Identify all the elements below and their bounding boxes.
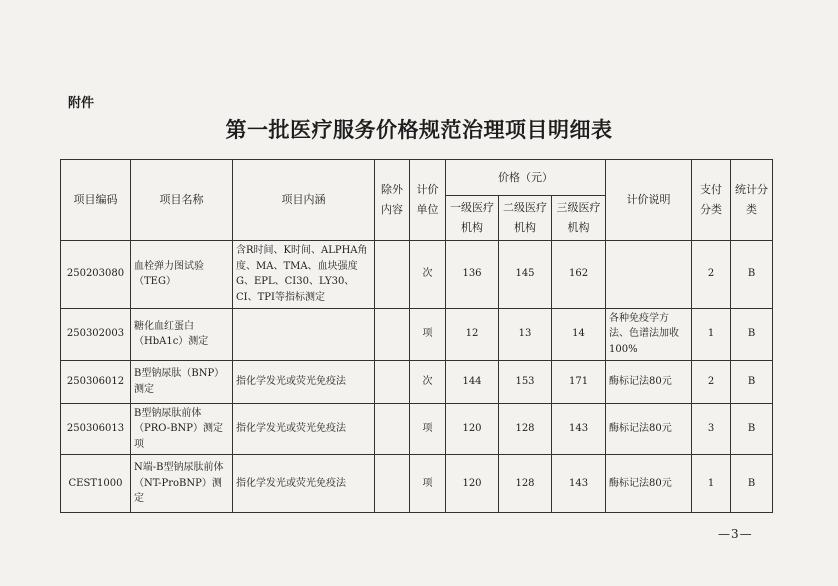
header-name: 项目名称 xyxy=(131,160,233,241)
header-notes: 计价说明 xyxy=(606,160,692,241)
table-row xyxy=(61,455,773,513)
cell-payment: 1 xyxy=(692,455,731,513)
table-row xyxy=(61,240,773,308)
cell-payment: 2 xyxy=(692,360,731,403)
table-row xyxy=(61,308,773,360)
cell-content: 指化学发光或荧光免疫法 xyxy=(233,455,375,513)
cell-code: 250306013 xyxy=(61,403,131,455)
page-number: —3— xyxy=(718,527,753,541)
header-price: 价格（元） xyxy=(446,160,606,196)
cell-unit: 次 xyxy=(410,360,446,403)
cell-price-level1: 136 xyxy=(446,240,499,308)
cell-payment: 2 xyxy=(692,240,731,308)
cell-unit: 次 xyxy=(410,240,446,308)
cell-price-level1: 144 xyxy=(446,360,499,403)
cell-stats: B xyxy=(731,455,773,513)
cell-name: B型钠尿肽前体（PRO-BNP）测定项 xyxy=(131,403,233,455)
cell-price-level2: 153 xyxy=(499,360,552,403)
attachment-label: 附件 xyxy=(68,96,95,111)
cell-name: B型钠尿肽（BNP）测定 xyxy=(131,360,233,403)
header-code: 项目编码 xyxy=(61,160,131,241)
cell-price-level3: 143 xyxy=(552,403,606,455)
cell-price-level3: 162 xyxy=(552,240,606,308)
header-excluded: 除外内容 xyxy=(375,160,410,241)
cell-excluded xyxy=(375,360,410,403)
cell-price-level2: 128 xyxy=(499,455,552,513)
cell-price-level2: 145 xyxy=(499,240,552,308)
cell-price-level3: 14 xyxy=(552,308,606,360)
header-stats: 统计分类 xyxy=(731,160,773,241)
cell-stats: B xyxy=(731,240,773,308)
cell-stats: B xyxy=(731,403,773,455)
cell-notes xyxy=(606,240,692,308)
cell-content: 含R时间、K时间、ALPHA角度、MA、TMA、血块强度G、EPL、CI30、LY30、CI、TPI等指标测定 xyxy=(233,240,375,308)
cell-unit: 项 xyxy=(410,308,446,360)
cell-name: 糖化血红蛋白（HbA1c）测定 xyxy=(131,308,233,360)
cell-name: 血栓弹力图试验（TEG） xyxy=(131,240,233,308)
cell-price-level1: 12 xyxy=(446,308,499,360)
cell-code: 250302003 xyxy=(61,308,131,360)
cell-stats: B xyxy=(731,360,773,403)
table-row xyxy=(61,360,773,403)
cell-price-level2: 13 xyxy=(499,308,552,360)
cell-notes: 各种免疫学方法、色谱法加收100% xyxy=(606,308,692,360)
header-unit: 计价单位 xyxy=(410,160,446,241)
cell-excluded xyxy=(375,455,410,513)
cell-stats: B xyxy=(731,308,773,360)
header-payment: 支付分类 xyxy=(692,160,731,241)
cell-excluded xyxy=(375,403,410,455)
cell-price-level3: 143 xyxy=(552,455,606,513)
cell-notes: 酶标记法80元 xyxy=(606,455,692,513)
page-title: 第一批医疗服务价格规范治理项目明细表 xyxy=(225,118,613,142)
cell-content xyxy=(233,308,375,360)
cell-notes: 酶标记法80元 xyxy=(606,403,692,455)
cell-code: 250203080 xyxy=(61,240,131,308)
cell-unit: 项 xyxy=(410,455,446,513)
cell-excluded xyxy=(375,240,410,308)
header-level3: 三级医疗机构 xyxy=(552,196,606,241)
cell-code: CEST1000 xyxy=(61,455,131,513)
cell-payment: 3 xyxy=(692,403,731,455)
cell-payment: 1 xyxy=(692,308,731,360)
cell-excluded xyxy=(375,308,410,360)
cell-name: N端-B型钠尿肽前体（NT-ProBNP）测定 xyxy=(131,455,233,513)
header-content: 项目内涵 xyxy=(233,160,375,241)
cell-price-level1: 120 xyxy=(446,455,499,513)
header-level1: 一级医疗机构 xyxy=(446,196,499,241)
cell-price-level2: 128 xyxy=(499,403,552,455)
cell-notes: 酶标记法80元 xyxy=(606,360,692,403)
header-level2: 二级医疗机构 xyxy=(499,196,552,241)
cell-code: 250306012 xyxy=(61,360,131,403)
cell-content: 指化学发光或荧光免疫法 xyxy=(233,403,375,455)
cell-unit: 项 xyxy=(410,403,446,455)
table-row xyxy=(61,403,773,455)
cell-price-level3: 171 xyxy=(552,360,606,403)
price-table xyxy=(60,159,773,513)
cell-content: 指化学发光或荧光免疫法 xyxy=(233,360,375,403)
cell-price-level1: 120 xyxy=(446,403,499,455)
